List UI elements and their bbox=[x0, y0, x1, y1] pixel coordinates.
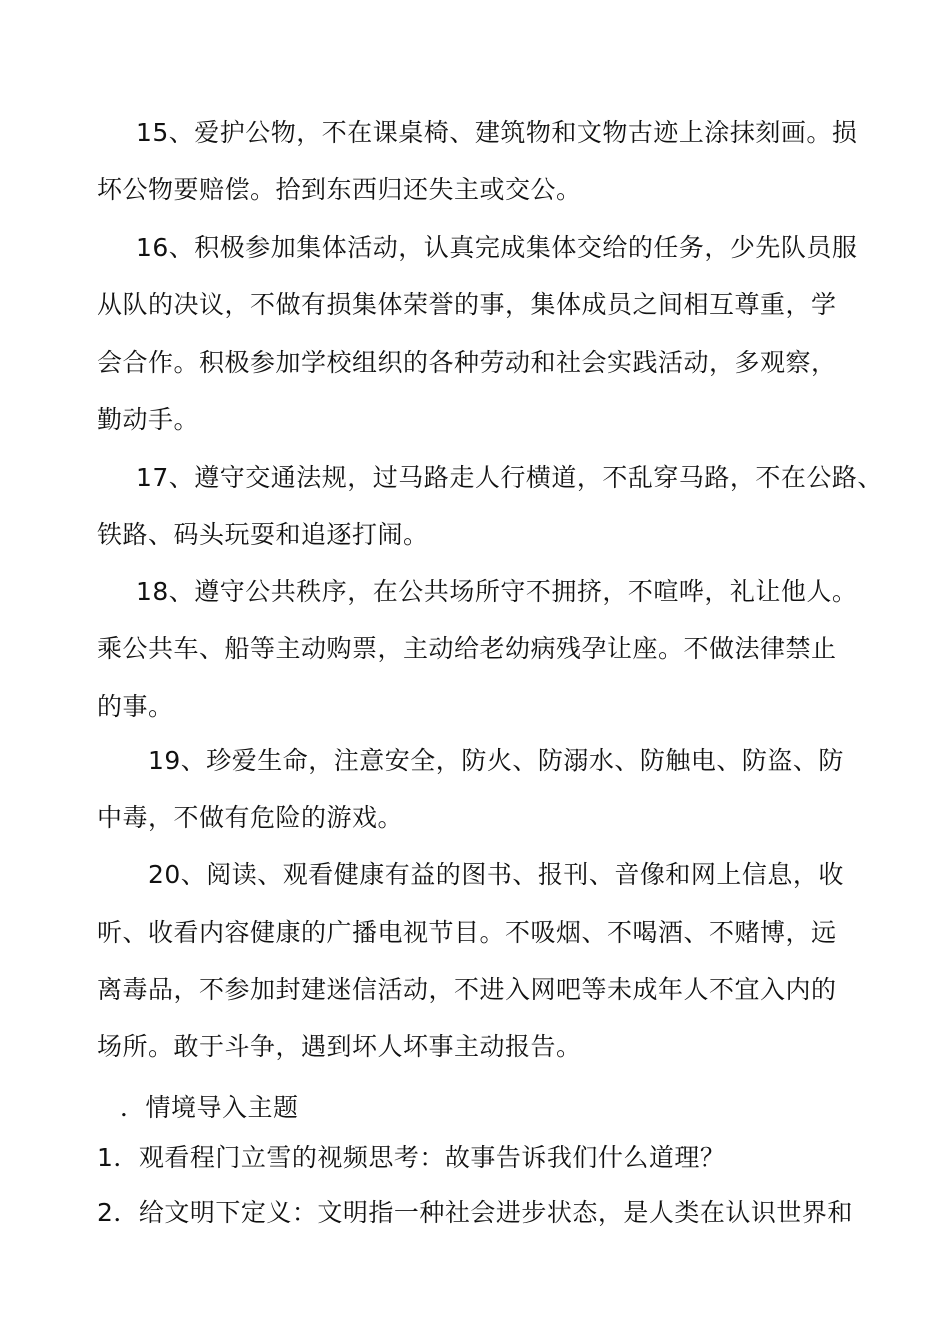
text-line: 19、珍爱生命，注意安全，防火、防溺水、防触电、防盗、防 bbox=[148, 746, 844, 775]
text-line: 场所。敢于斗争，遇到坏人坏事主动报告。 bbox=[97, 1032, 582, 1061]
text-line: 听、收看内容健康的广播电视节目。不吸烟、不喝酒、不赌博，远 bbox=[97, 918, 837, 947]
text-line: 勤动手。 bbox=[97, 405, 200, 434]
text-line: 的事。 bbox=[97, 692, 174, 721]
text-line: 15、爱护公物，不在课桌椅、建筑物和文物古迹上涂抹刻画。损 bbox=[136, 118, 858, 147]
section-heading: ．情境导入主题 bbox=[120, 1093, 299, 1122]
text-line: 坏公物要赔偿。拾到东西归还失主或交公。 bbox=[97, 175, 582, 204]
list-item: 2．给文明下定义：文明指一种社会进步状态，是人类在认识世界和 bbox=[97, 1198, 853, 1227]
text-line: 18、遵守公共秩序，在公共场所守不拥挤，不喧哗，礼让他人。 bbox=[136, 577, 858, 606]
text-line: 中毒，不做有危险的游戏。 bbox=[97, 803, 404, 832]
text-line: 17、遵守交通法规，过马路走人行横道，不乱穿马路，不在公路、 bbox=[136, 463, 883, 492]
text-line: 铁路、码头玩耍和追逐打闹。 bbox=[97, 520, 429, 549]
text-line: 20、阅读、观看健康有益的图书、报刊、音像和网上信息，收 bbox=[148, 860, 844, 889]
text-line: 离毒品，不参加封建迷信活动，不进入网吧等未成年人不宜入内的 bbox=[97, 975, 837, 1004]
text-line: 16、积极参加集体活动，认真完成集体交给的任务，少先队员服 bbox=[136, 233, 858, 262]
text-line: 乘公共车、船等主动购票，主动给老幼病残孕让座。不做法律禁止 bbox=[97, 634, 837, 663]
text-line: 从队的决议，不做有损集体荣誉的事，集体成员之间相互尊重，学 bbox=[97, 290, 837, 319]
text-line: 会合作。积极参加学校组织的各种劳动和社会实践活动，多观察， bbox=[97, 348, 837, 377]
list-item: 1．观看程门立雪的视频思考：故事告诉我们什么道理？ bbox=[97, 1143, 726, 1172]
